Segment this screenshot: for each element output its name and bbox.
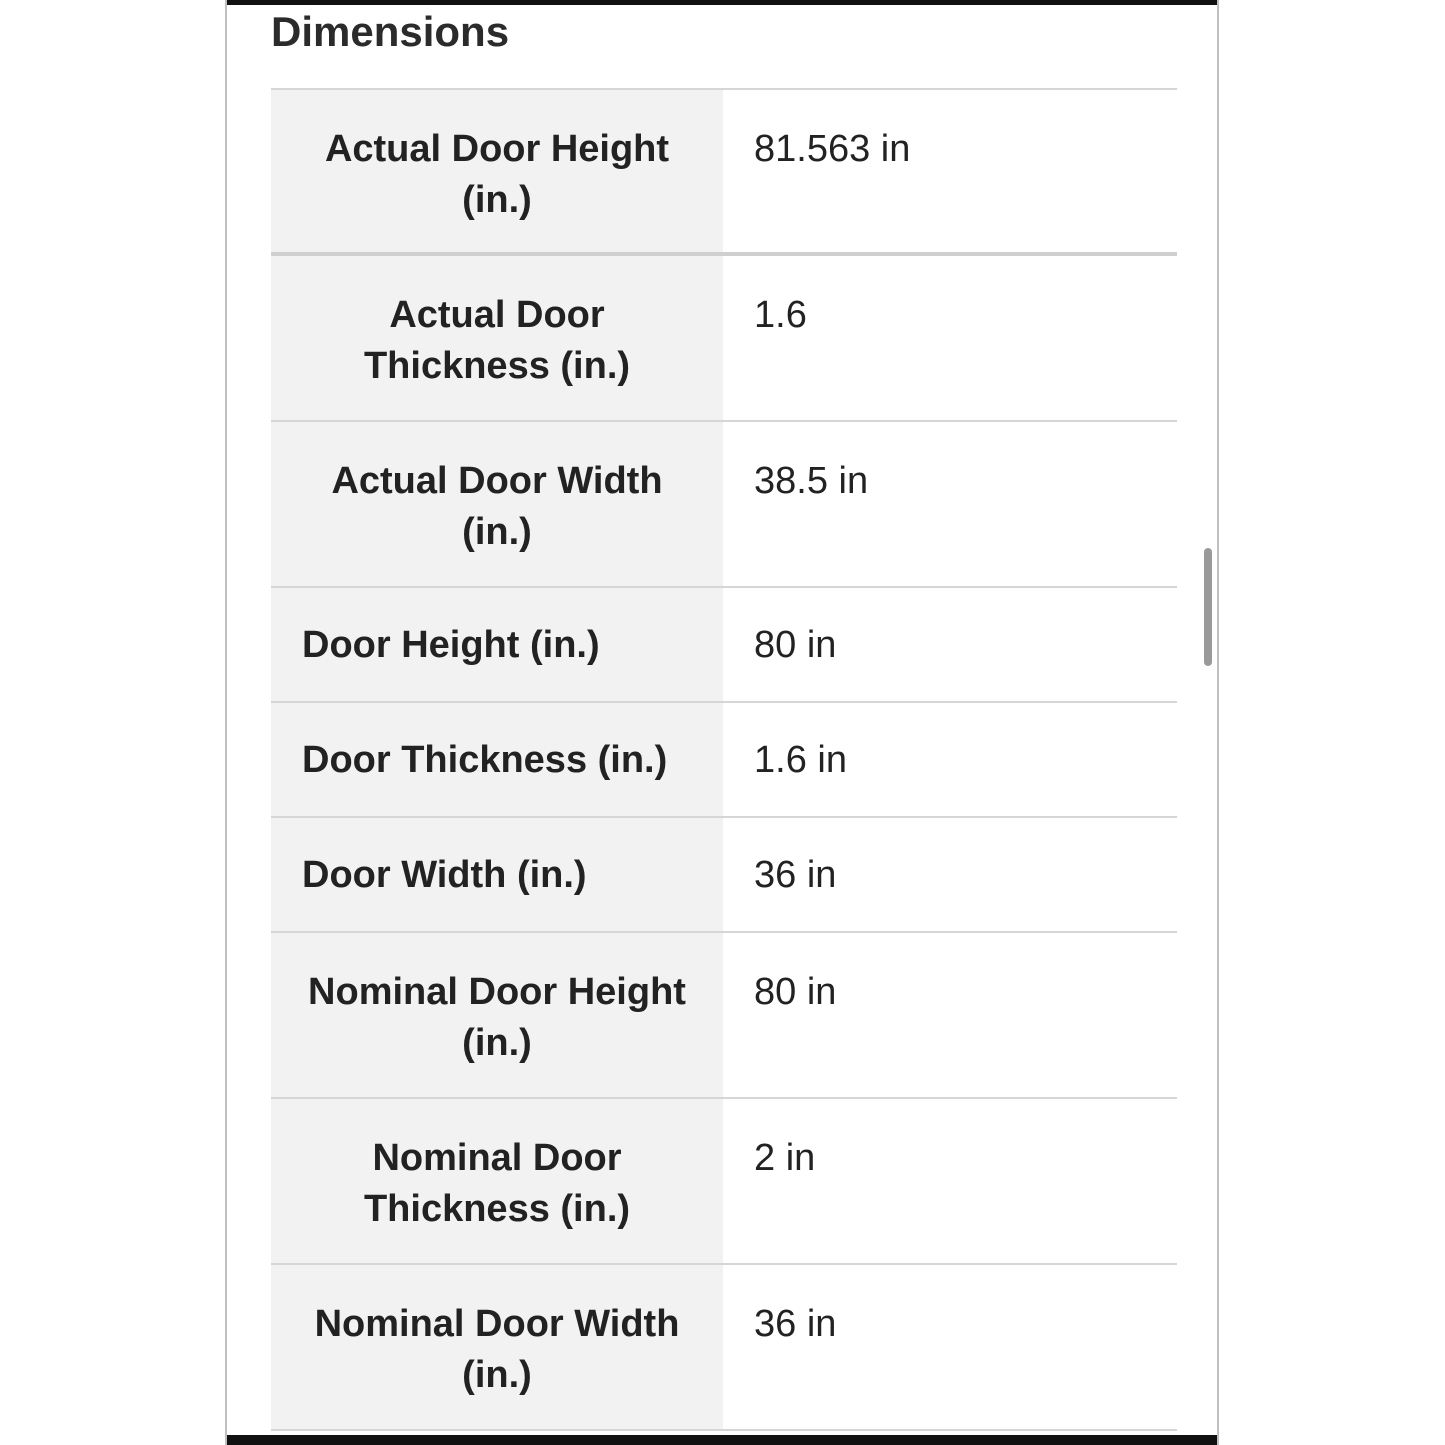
spec-label: Door Height (in.) — [271, 588, 723, 701]
table-row-nominal-door-height — [271, 933, 1177, 1099]
section-title: Dimensions — [271, 8, 510, 55]
table-row-nominal-door-width — [271, 1265, 1177, 1431]
spec-label: Nominal Door Thickness (in.) — [271, 1099, 723, 1263]
spec-value: 80 in — [754, 624, 837, 666]
spec-value: 2 in — [754, 1137, 816, 1179]
table-row-door-height — [271, 588, 1177, 703]
spec-value: 1.6 — [754, 294, 807, 336]
top-edge-bar — [227, 0, 1217, 5]
table-row-door-thickness — [271, 703, 1177, 818]
table-row-actual-door-thickness — [271, 256, 1177, 422]
spec-value: 36 in — [754, 1303, 837, 1345]
table-row-door-width — [271, 818, 1177, 933]
spec-value: 1.6 in — [754, 739, 847, 781]
dimensions-table — [271, 88, 1177, 1431]
spec-value: 36 in — [754, 854, 837, 896]
table-row-actual-door-width — [271, 422, 1177, 588]
product-specifications-panel — [225, 0, 1219, 1445]
spec-label: Actual Door Thickness (in.) — [271, 256, 723, 420]
table-row-actual-door-height — [271, 90, 1177, 256]
spec-value: 80 in — [754, 971, 837, 1013]
spec-value: 38.5 in — [754, 460, 869, 502]
table-row-nominal-door-thickness — [271, 1099, 1177, 1265]
scrollbar-thumb[interactable] — [1204, 548, 1212, 666]
spec-label: Nominal Door Width (in.) — [271, 1265, 723, 1429]
bottom-edge-bar — [227, 1435, 1217, 1445]
spec-label: Door Width (in.) — [271, 818, 723, 931]
spec-label: Actual Door Height (in.) — [271, 90, 723, 252]
spec-label: Nominal Door Height (in.) — [271, 933, 723, 1097]
spec-label: Door Thickness (in.) — [271, 703, 723, 816]
spec-label: Actual Door Width (in.) — [271, 422, 723, 586]
spec-value: 81.563 in — [754, 128, 911, 170]
